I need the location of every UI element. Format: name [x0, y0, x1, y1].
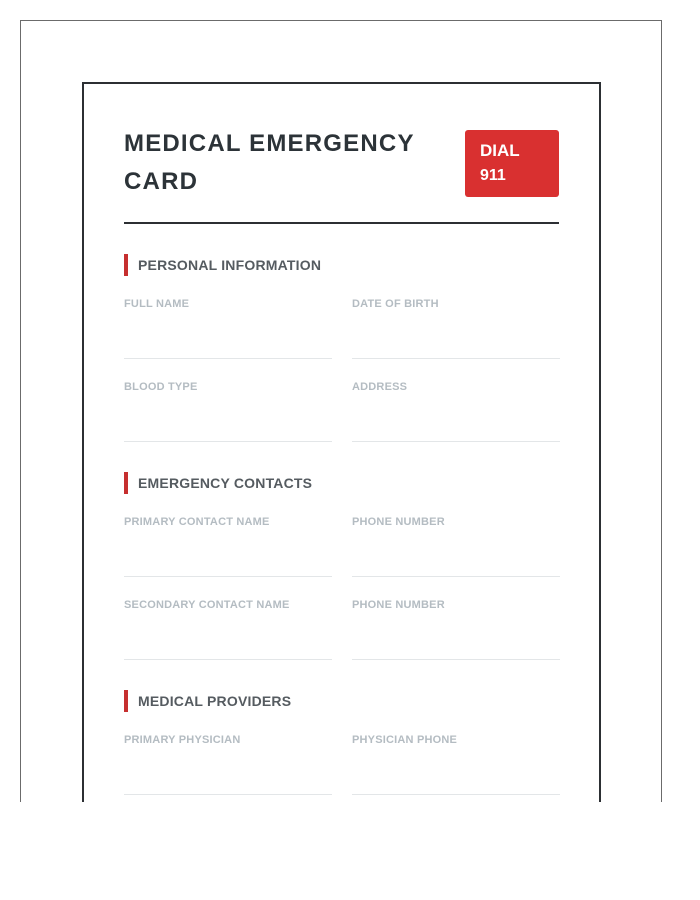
field-row [124, 381, 560, 442]
field-row [124, 734, 560, 795]
field-label: SECONDARY CONTACT NAME [124, 599, 290, 611]
date-of-birth-field[interactable] [352, 298, 560, 359]
section-accent-bar [124, 472, 128, 494]
section-emergency-contacts [124, 472, 559, 660]
section-accent-bar [124, 690, 128, 712]
blood-type-field[interactable] [124, 381, 332, 442]
secondary-contact-phone-field[interactable] [352, 599, 560, 660]
physician-phone-field[interactable] [352, 734, 560, 795]
field-label: ADDRESS [352, 381, 408, 393]
section-title: MEDICAL PROVIDERS [138, 693, 292, 709]
section-personal-information [124, 254, 559, 442]
section-title: PERSONAL INFORMATION [138, 257, 322, 273]
dial-badge-line1: DIAL [480, 141, 520, 160]
card-header [124, 84, 559, 224]
field-row [124, 516, 560, 577]
dial-911-badge [465, 130, 559, 197]
section-medical-providers [124, 690, 559, 795]
field-label: PRIMARY PHYSICIAN [124, 734, 241, 746]
section-accent-bar [124, 254, 128, 276]
page-frame [20, 20, 662, 802]
field-label: FULL NAME [124, 298, 190, 310]
primary-contact-phone-field[interactable] [352, 516, 560, 577]
card-title: MEDICAL EMERGENCY CARD [124, 130, 415, 195]
field-label: DATE OF BIRTH [352, 298, 439, 310]
section-title: EMERGENCY CONTACTS [138, 475, 313, 491]
primary-contact-name-field[interactable] [124, 516, 332, 577]
section-heading [124, 254, 559, 276]
section-heading [124, 472, 559, 494]
emergency-card [82, 82, 601, 802]
dial-badge-line2: 911 [480, 167, 506, 184]
full-name-field[interactable] [124, 298, 332, 359]
secondary-contact-name-field[interactable] [124, 599, 332, 660]
field-label: PHYSICIAN PHONE [352, 734, 458, 746]
field-label: PHONE NUMBER [352, 599, 445, 611]
field-row [124, 298, 560, 359]
field-label: BLOOD TYPE [124, 381, 198, 393]
field-row [124, 599, 560, 660]
section-heading [124, 690, 559, 712]
primary-physician-field[interactable] [124, 734, 332, 795]
field-label: PHONE NUMBER [352, 516, 445, 528]
address-field[interactable] [352, 381, 560, 442]
field-label: PRIMARY CONTACT NAME [124, 516, 270, 528]
